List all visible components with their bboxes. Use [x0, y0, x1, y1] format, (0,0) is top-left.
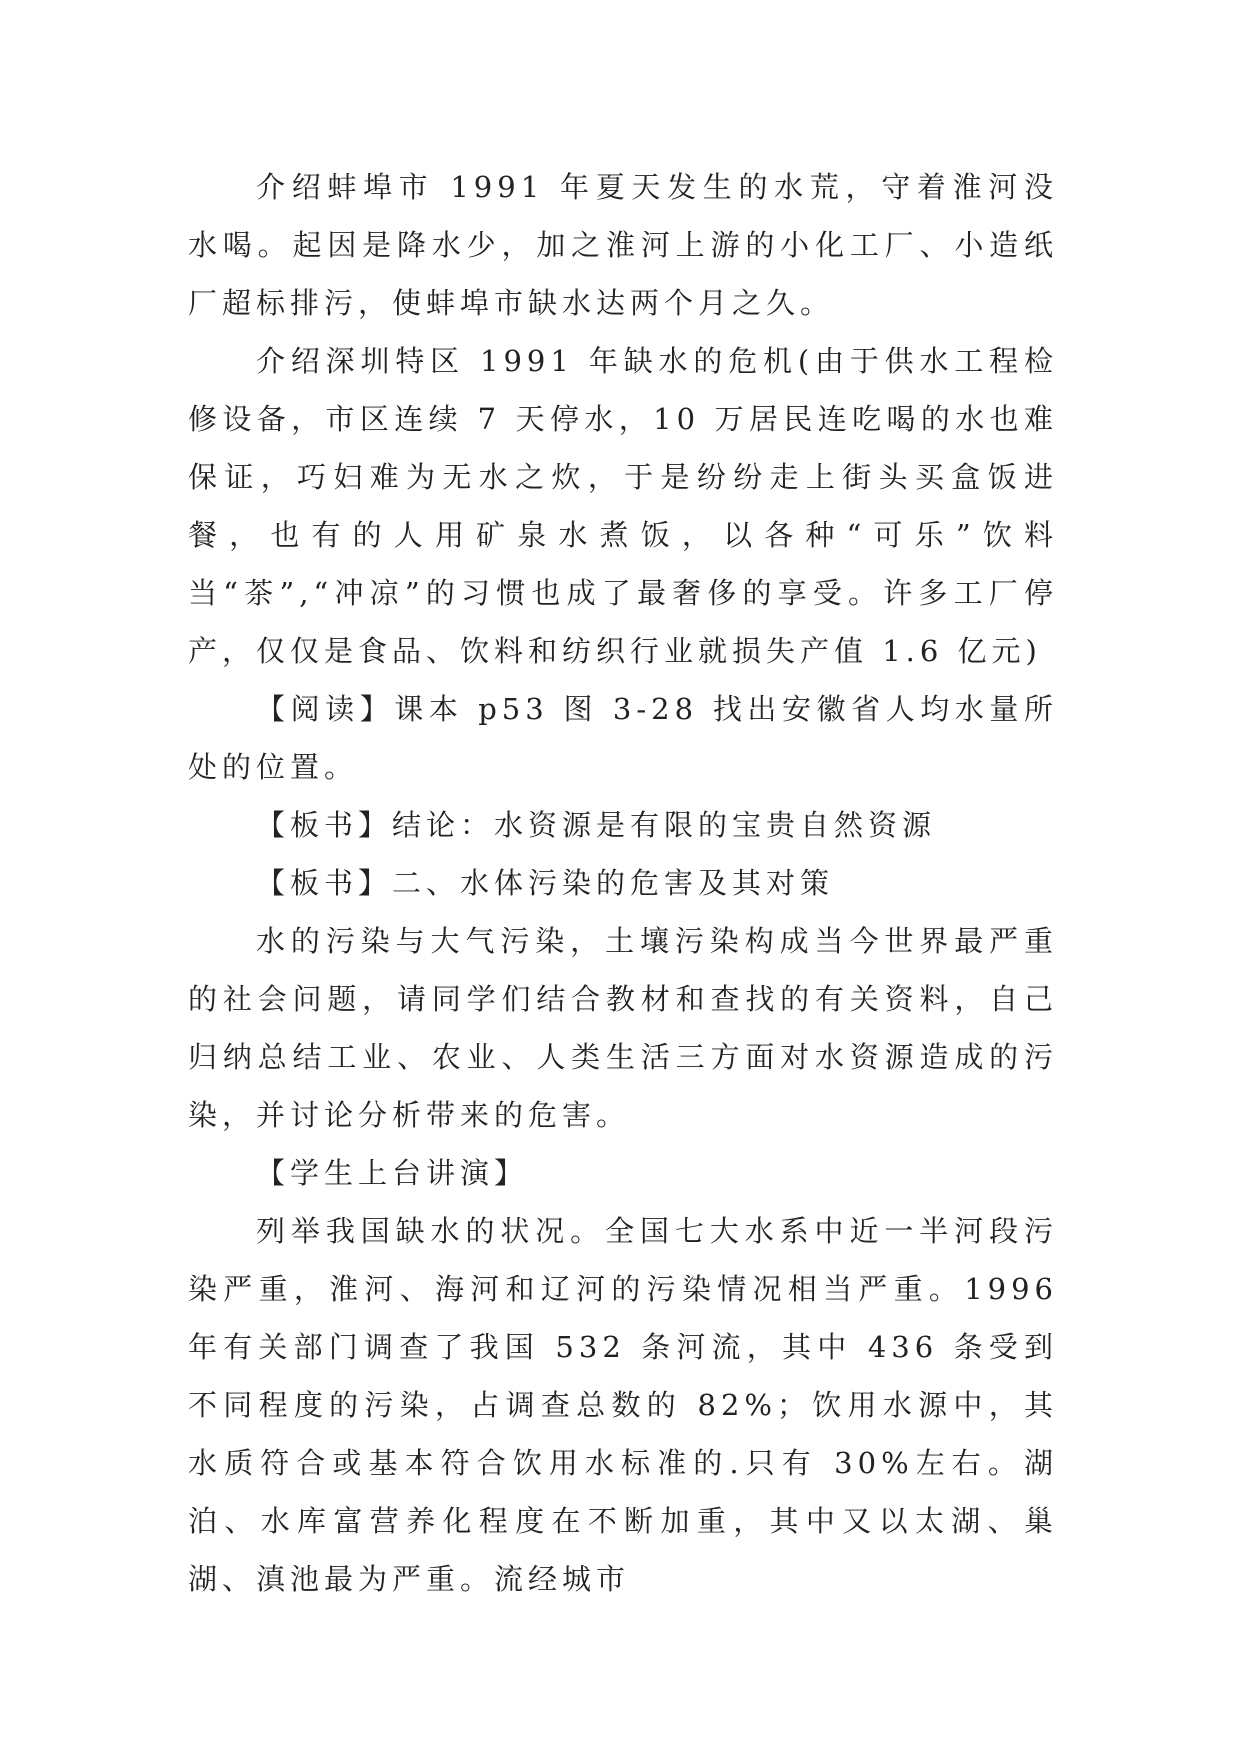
paragraph-board-conclusion: 【板书】结论：水资源是有限的宝贵自然资源 [256, 808, 937, 842]
paragraph-bengbu-water-shortage: 介绍蚌埠市 1991 年夏天发生的水荒，守着淮河没水喝。起因是降水少，加之淮河上游的小化工厂、小造纸厂超标排污，使蚌埠市缺水达两个月之久。 [188, 170, 1058, 320]
paragraph-shenzhen-water-crisis: 介绍深圳特区 1991 年缺水的危机(由于供水工程检修设备，市区连续 7 天停水，10 万居民连吃喝的水也难保证，巧妇难为无水之炊，于是纷纷走上街头买盒饭进餐，也有的人用矿泉水煮饭，以各种“可乐”饮料当“茶”,“冲凉”的习惯也成了最奢侈的享受。许多工厂停产，仅仅是食品、饮料和纺织行业就损失产值 1.6 亿元) [188, 344, 1058, 668]
paragraph-pollution-discussion: 水的污染与大气污染，土壤污染构成当今世界最严重的社会问题，请同学们结合教材和查找的有关资料，自己归纳总结工业、农业、人类生活三方面对水资源造成的污染，并讨论分析带来的危害。 [188, 924, 1058, 1132]
paragraph-china-water-status: 列举我国缺水的状况。全国七大水系中近一半河段污染严重，淮河、海河和辽河的污染情况相当严重。1996 年有关部门调查了我国 532 条河流，其中 436 条受到不同程度的污染，占调查总数的 82%；饮用水源中，其水质符合或基本符合饮用水标准的.只有 30%左右。湖泊、水库富营养化程度在不断加重，其中又以太湖、巢湖、滇池最为严重。流经城市 [188, 1214, 1058, 1596]
paragraph-board-section-two: 【板书】二、水体污染的危害及其对策 [256, 866, 835, 900]
document-body [188, 158, 1058, 1608]
paragraph-reading-task: 【阅读】课本 p53 图 3-28 找出安徽省人均水量所处的位置。 [188, 692, 1058, 784]
paragraph-student-presentation: 【学生上台讲演】 [256, 1156, 529, 1190]
